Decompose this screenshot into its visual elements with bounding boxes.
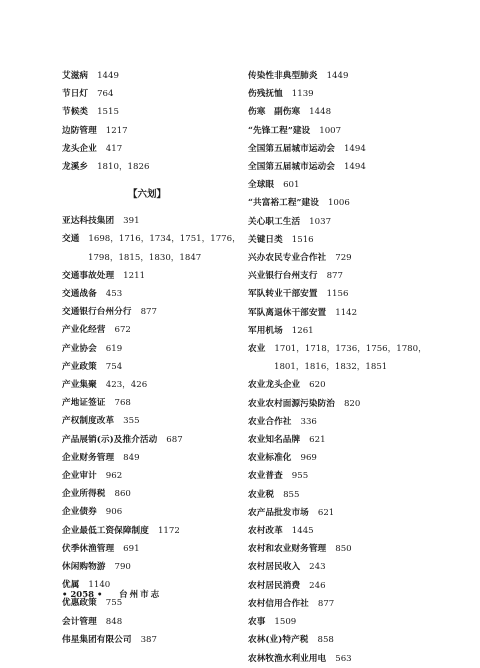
index-page-refs: 1156 [326,289,349,300]
index-page-refs: 1494 [343,143,366,154]
index-term: 艾滋病 [62,71,89,81]
index-page-refs: 969 [300,453,317,464]
index-entry [62,485,232,503]
index-entry [248,340,438,376]
index-entry [62,212,232,230]
index-page-refs: 1217 [105,125,128,136]
index-page-refs: 1139 [291,89,314,100]
index-term: 优惠政策 [62,598,97,609]
index-page-refs: 391 [123,216,140,227]
index-entry [248,140,438,158]
index-term: 农林(业)特产税 [248,635,309,646]
index-term: 农业合作社 [248,416,292,427]
index-entry [62,522,232,540]
index-entry [248,85,438,103]
index-entry [62,467,232,485]
index-page-refs: 1449 [97,71,119,81]
index-term: 军队转业干部安置 [248,289,318,300]
index-entry [62,122,232,140]
index-page-refs: 243 [309,562,326,573]
index-page-refs: 246 [309,580,326,591]
index-page-refs: 1211 [123,270,146,281]
index-page-refs: 620 [309,380,326,391]
index-list-right [248,67,438,668]
index-column-left [62,67,241,649]
index-page-refs-continued: 1801，1816，1832，1851 [274,362,388,373]
index-term: 农产品批发市场 [248,507,309,518]
index-term: 关心职工生活 [248,216,301,227]
index-term: 军队离退休干部安置 [248,307,327,318]
index-page-refs: 877 [326,271,343,282]
index-entry [248,249,438,267]
index-entry [62,230,241,266]
section-heading-six-strokes: 【六划】 [127,189,166,201]
index-term: 农业龙头企业 [248,380,301,391]
index-page-refs: 1448 [309,107,332,118]
index-page-refs: 955 [291,471,309,482]
index-term: 农业税 [248,489,275,500]
index-term: 产地证签证 [62,398,106,409]
index-page-refs: 1516 [291,234,314,245]
index-page-refs: 1698，1716，1734，1751，1776， [88,234,241,245]
index-page-refs: 1509 [274,617,297,628]
index-entry [248,231,438,249]
index-entry [248,650,438,668]
index-term: 企业财务管理 [62,452,115,463]
index-term: 交通战备 [62,289,97,300]
index-entry [62,321,232,339]
index-page-refs: 855 [283,489,300,500]
index-term: 农林牧渔水利业用电 [248,653,327,664]
index-entry [62,340,232,358]
index-entry [248,158,438,176]
index-entry [248,103,438,121]
index-term: 农业普查 [248,471,283,482]
index-page-refs: 423，426 [105,380,148,391]
index-term: 全国第五届城市运动会 [248,143,335,154]
index-term: 伤残抚恤 [248,89,283,100]
index-term: 会计管理 [62,616,97,627]
index-term: 农业知名品牌 [248,435,301,446]
index-entry [248,486,438,504]
index-term: 伏季休渔管理 [62,543,115,554]
index-term: 军用机场 [248,325,283,336]
index-term: 农事 [248,617,266,628]
index-term: 兴业银行台州支行 [248,271,318,282]
index-page-refs: 1172 [157,525,180,536]
index-term: “先锋工程”建设 [248,125,311,136]
index-term: 农村居民消费 [248,580,301,591]
index-term: 节候类 [62,107,89,118]
index-column-right [248,67,438,668]
index-page-refs: 877 [140,307,157,318]
book-title: 台州市志 [119,590,162,600]
index-entry [248,267,438,285]
index-entry [62,540,232,558]
index-entry [62,85,232,103]
index-page-refs-continued: 1798，1815，1830，1847 [88,252,202,263]
index-term: 企业所得税 [62,489,106,500]
index-page-refs: 1261 [291,325,314,336]
index-entry [62,431,232,449]
index-term: 农业标准化 [248,453,292,464]
index-term: 企业审计 [62,471,97,482]
index-entry [62,449,232,467]
index-page-refs: 563 [335,653,352,664]
index-page-refs: 1140 [88,580,111,591]
index-page-refs: 860 [114,489,131,500]
index-page-refs: 1142 [335,307,358,318]
index-page-refs: 850 [335,544,352,555]
index-term: 农业 [248,344,266,355]
index-page-refs: 962 [105,471,123,482]
index-entry [248,431,438,449]
index-term: 边防管理 [62,125,97,136]
index-entry [62,394,232,412]
index-entry [62,285,232,303]
index-page-refs: 1449 [326,71,349,81]
index-entry [248,304,438,322]
index-entry [62,140,232,158]
page-number: • 2058 • [62,590,103,600]
index-term: 优属 [62,580,80,591]
page-footer [62,588,161,600]
index-term: 产业集聚 [62,380,97,391]
index-page-refs: 619 [105,343,123,354]
index-term: 产业政策 [62,361,97,372]
index-entry [248,67,438,85]
index-page-refs: 687 [166,434,183,445]
index-term: 交通银行台州分行 [62,307,132,318]
index-term: 交通 [62,234,80,245]
index-entry [248,376,438,394]
index-term: 农村信用合作社 [248,598,309,609]
index-entry [62,103,232,121]
index-term: 传染性非典型肺炎 [248,71,318,81]
index-page-refs: 755 [105,598,123,609]
index-entry [248,595,438,613]
index-term: 节日灯 [62,89,89,100]
index-page-refs: 1810，1826 [97,162,150,173]
index-entry [248,577,438,595]
index-term: 关键日类 [248,234,283,245]
index-page-refs: 1494 [343,162,366,173]
index-term: “共富裕工程”建设 [248,198,319,209]
index-term: 伤寒 副伤寒 [248,107,301,118]
index-term: 兴办农民专业合作社 [248,253,327,264]
index-term: 农村改革 [248,526,283,537]
index-term: 交通事故处理 [62,270,115,281]
index-page-refs: 601 [283,180,300,191]
index-page-refs: 1701，1718，1736，1756，1780， [274,344,427,355]
index-term: 伟星集团有限公司 [62,634,132,645]
index-page-refs: 336 [300,416,317,427]
index-page-refs: 729 [335,253,352,264]
index-entry [248,285,438,303]
index-entry [248,522,438,540]
index-entry [62,631,232,649]
index-page-refs: 790 [114,562,131,573]
index-entry [248,176,438,194]
index-term: 农村和农业财务管理 [248,544,327,555]
index-page-refs: 691 [123,543,140,554]
index-page-refs: 848 [105,616,123,627]
index-term: 企业债券 [62,507,97,518]
index-entry [62,412,232,430]
index-entry [62,267,232,285]
index-term: 全国第五届城市运动会 [248,162,335,173]
index-entry [248,122,438,140]
index-page-refs: 768 [114,398,131,409]
index-list-six-strokes [62,212,241,649]
index-list-five-strokes [62,67,232,176]
index-page-refs: 754 [105,361,123,372]
index-page-refs: 387 [140,634,157,645]
index-page-refs: 877 [317,598,335,609]
index-page-refs: 1007 [319,125,342,136]
index-term: 产品展销(示)及推介活动 [62,434,158,445]
index-term: 休闲购物游 [62,562,106,573]
index-entry [248,449,438,467]
index-entry [62,376,232,394]
index-term: 全球眼 [248,180,275,191]
index-entry [248,613,438,631]
index-entry [248,558,438,576]
index-page-refs: 621 [309,435,326,446]
index-page-refs: 1515 [97,107,119,118]
index-entry [248,322,438,340]
index-term: 产权制度改革 [62,416,115,427]
index-page-refs: 820 [343,398,361,409]
index-entry [248,413,438,431]
index-entry [248,631,438,649]
index-page-refs: 1006 [327,198,350,209]
index-entry [62,503,232,521]
index-term: 龙溪乡 [62,162,89,173]
index-entry [248,504,438,522]
index-term: 产业协会 [62,343,97,354]
index-entry [62,558,232,576]
index-term: 龙头企业 [62,143,97,154]
index-page-refs: 672 [114,325,131,336]
index-entry [248,395,438,413]
index-entry [62,158,232,176]
index-entry [248,213,438,231]
index-entry [62,303,232,321]
index-page-refs: 453 [105,289,123,300]
index-term: 农业农村面源污染防治 [248,398,335,409]
index-page-refs: 1445 [291,526,314,537]
index-page-refs: 417 [105,143,123,154]
index-term: 企业最低工资保障制度 [62,525,149,536]
index-page-refs: 858 [317,635,334,646]
index-entry [62,358,232,376]
index-page-refs: 764 [97,89,114,100]
index-entry [248,540,438,558]
index-page-refs: 355 [123,416,140,427]
index-term: 农村居民收入 [248,562,301,573]
index-page-refs: 849 [123,452,140,463]
index-page-refs: 621 [317,507,335,518]
index-entry [248,467,438,485]
index-page-refs: 1037 [309,216,332,227]
index-entry [62,67,232,85]
index-entry [62,613,232,631]
index-entry [248,194,438,212]
index-term: 亚达科技集团 [62,216,115,227]
index-term: 产业化经营 [62,325,106,336]
index-page-refs: 906 [105,507,123,518]
